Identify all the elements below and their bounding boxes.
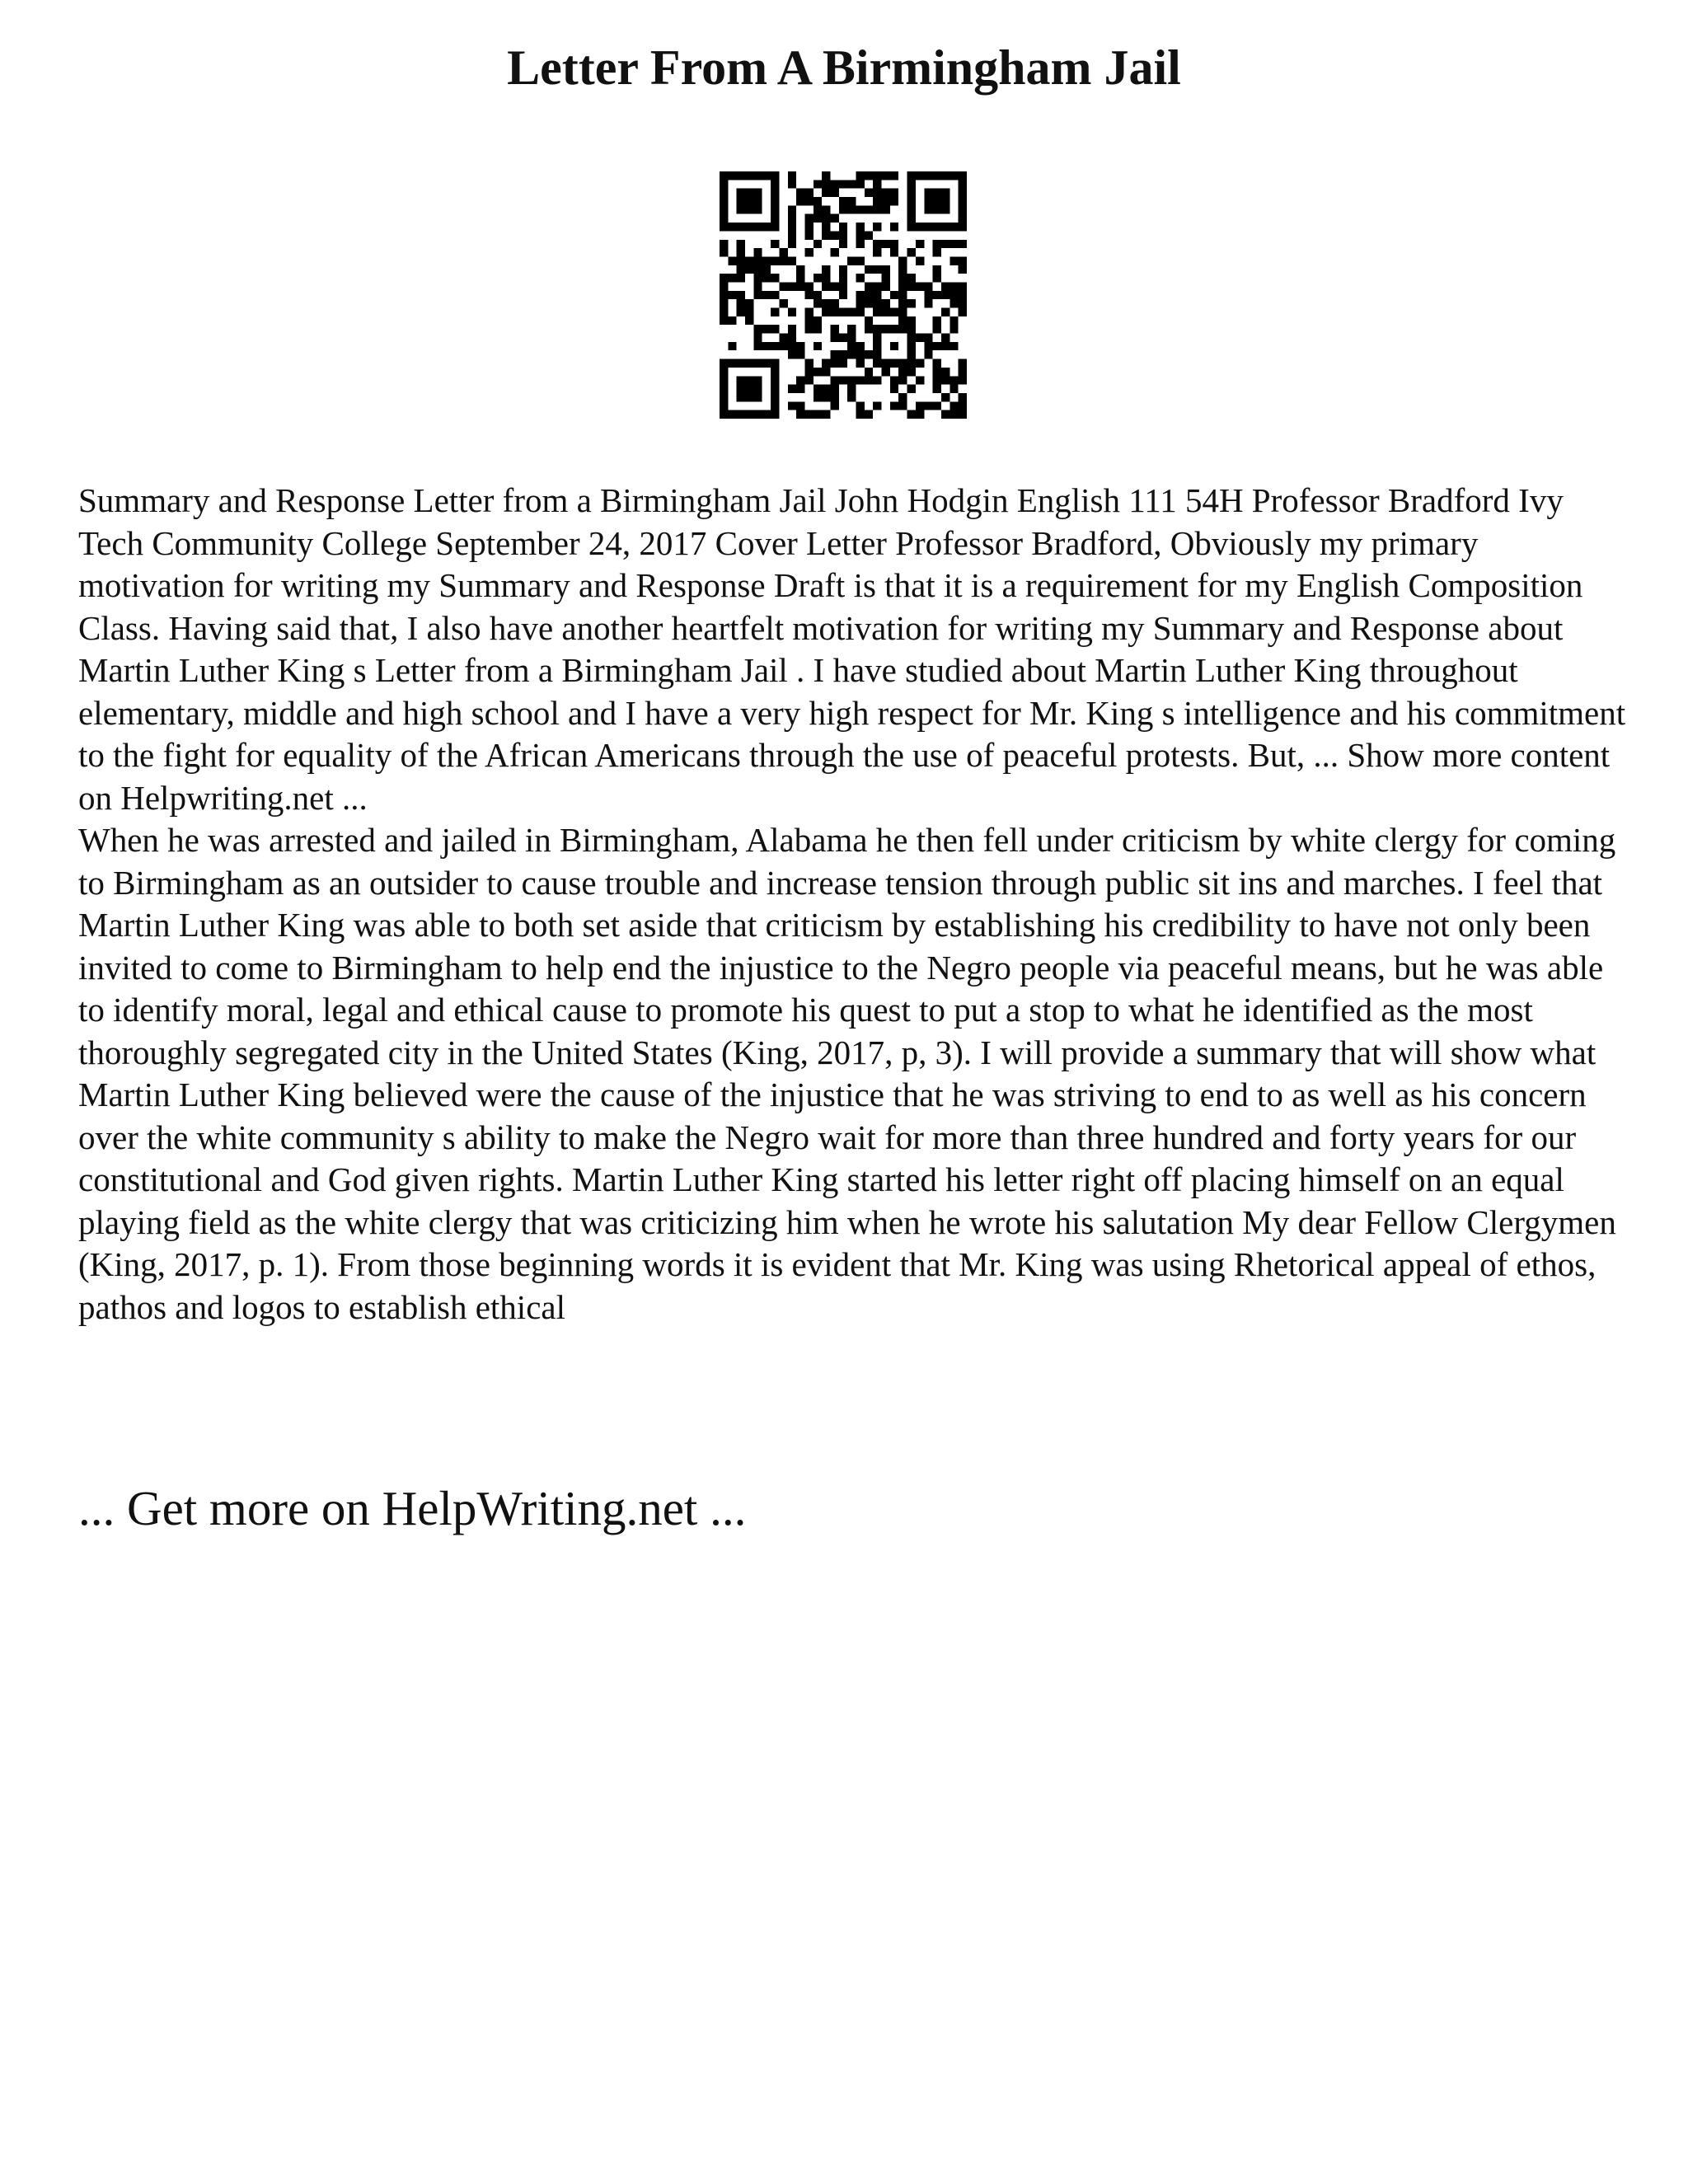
get-more-link[interactable]: ... Get more on HelpWriting.net ... <box>78 1481 747 1535</box>
qr-code-icon[interactable] <box>720 171 967 419</box>
paragraph-response: When he was arrested and jailed in Birmingham, Alabama he then fell under criticism by white clergy for coming to Birmingham as an outsider to cause trouble and increase tension through public sit ins and marches. I feel that Martin Luther King was able to both set aside that criticism by establishing his credibility to have not only been invited to come to Birmingham to help end the injustice to the Negro people via peaceful means, but he was able to identify moral, legal and ethical cause to promote his quest to put a stop to what he identified as the most thoroughly segregated city in the United States (King, 2017, p, 3). I will provide a summary that will show what Martin Luther King believed were the cause of the injustice that he was striving to end to as well as his concern over the white community s ability to make the Negro wait for more than three hundred and forty years for our constitutional and God given rights. Martin Luther King started his letter right off placing himself on an equal playing field as the white clergy that was criticizing him when he wrote his salutation My dear Fellow Clergymen (King, 2017, p. 1). From those beginning words it is evident that Mr. King was using Rhetorical appeal of ethos, pathos and logos to establish ethical <box>78 821 1616 1326</box>
document-body <box>78 480 1628 1329</box>
paragraph-summary: Summary and Response Letter from a Birmingham Jail John Hodgin English 111 54H Professor Bradford Ivy Tech Community College September 24, 2017 Cover Letter Professor Bradford, Obviously my primary motivation for writing my Summary and Response Draft is that it is a requirement for my English Composition Class. Having said that, I also have another heartfelt motivation for writing my Summary and Response about Martin Luther King s Letter from a Birmingham Jail . I have studied about Martin Luther King throughout elementary, middle and high school and I have a very high respect for Mr. King s intelligence and his commitment to the fight for equality of the African Americans through the use of peaceful protests. But, ... Show more content on Helpwriting.net ... <box>78 481 1626 817</box>
page-title: Letter From A Birmingham Jail <box>507 40 1181 95</box>
